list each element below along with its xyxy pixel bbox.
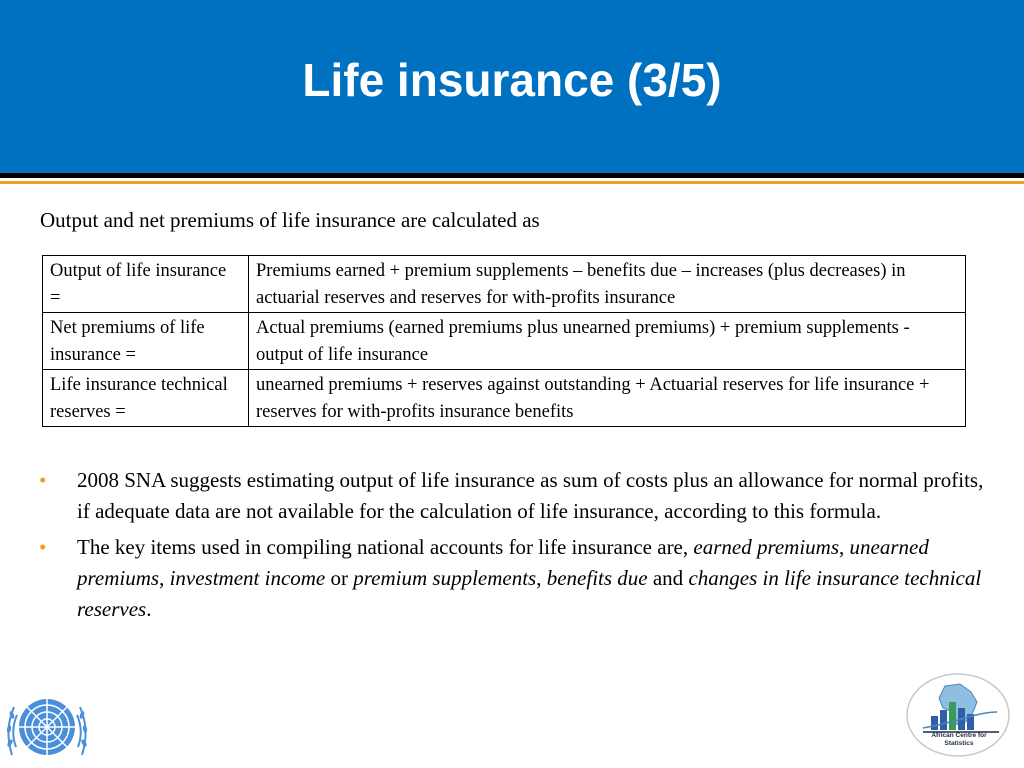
table-definition-cell: unearned premiums + reserves against outstanding + Actuarial reserves for life insurance + reserves for with-profits insurance benefits bbox=[249, 370, 966, 427]
bullet-item bbox=[38, 532, 998, 625]
intro-text: Output and net premiums of life insurance are calculated as bbox=[40, 208, 540, 232]
slide-title: Life insurance (3/5) bbox=[302, 53, 722, 106]
separator: , bbox=[159, 566, 170, 590]
title-bar bbox=[0, 0, 1024, 173]
acs-caption-line: Statistics bbox=[944, 740, 974, 747]
table-row bbox=[43, 313, 966, 370]
un-emblem-icon bbox=[2, 685, 92, 767]
separator: and bbox=[647, 566, 689, 590]
bullet-item bbox=[38, 465, 998, 527]
sentence-end: . bbox=[146, 597, 152, 621]
acs-logo-caption bbox=[918, 732, 1000, 748]
title-divider-orange bbox=[0, 181, 1024, 184]
bullet-marker: • bbox=[39, 535, 47, 559]
table-definition-cell: Actual premiums (earned premiums plus unearned premiums) + premium supplements - output of life insurance bbox=[249, 313, 966, 370]
bullet-text-intro: The key items used in compiling national accounts for life insurance are, bbox=[77, 535, 694, 559]
key-item: earned premiums bbox=[693, 535, 840, 559]
separator: or bbox=[325, 566, 354, 590]
table-row bbox=[43, 256, 966, 313]
key-item: premium supplements bbox=[353, 566, 537, 590]
bullet-marker: • bbox=[39, 468, 47, 492]
key-item: investment income bbox=[169, 566, 326, 590]
separator: , bbox=[839, 535, 850, 559]
title-divider-black bbox=[0, 173, 1024, 178]
formula-table bbox=[42, 255, 966, 427]
bullet-text: 2008 SNA suggests estimating output of life insurance as sum of costs plus an allowance for normal profits, if adequate data are not available for the calculation of life insurance, according to this formula. bbox=[77, 468, 984, 523]
key-item: benefits due bbox=[546, 566, 648, 590]
separator: , bbox=[536, 566, 547, 590]
bullet-list bbox=[38, 465, 998, 630]
table-term-cell: Output of life insurance = bbox=[43, 256, 249, 313]
table-term-cell: Life insurance technical reserves = bbox=[43, 370, 249, 427]
table-term-cell: Net premiums of life insurance = bbox=[43, 313, 249, 370]
key-item: changes in life insurance technical reserves bbox=[77, 566, 982, 621]
key-item: unearned premiums bbox=[77, 535, 929, 590]
table-definition-cell: Premiums earned + premium supplements – benefits due – increases (plus decreases) in actuarial reserves and reserves for with-profits insurance bbox=[249, 256, 966, 313]
acs-caption-line: African Centre for bbox=[931, 732, 987, 739]
table-row bbox=[43, 370, 966, 427]
